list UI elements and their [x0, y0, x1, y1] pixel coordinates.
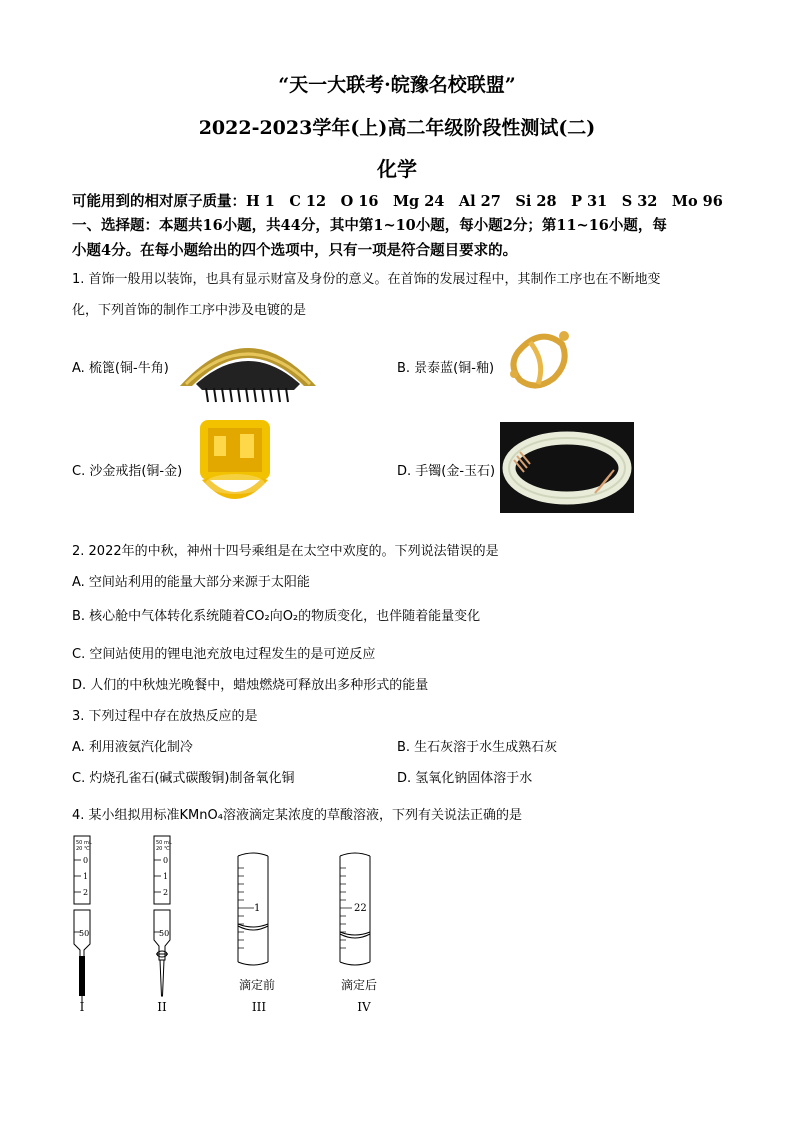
q3-option-c: C. 灼烧孔雀石(碱式碳酸铜)制备氧化铜 — [72, 771, 295, 786]
burette-I-mark-2: 2 — [83, 888, 89, 897]
q1-option-b: B. 景泰蓝(铜-釉) — [397, 361, 495, 376]
subject-title: 化学 — [377, 157, 417, 181]
q3-option-b: B. 生石灰溶于水生成熟石灰 — [397, 740, 558, 755]
q2-option-c: C. 空间站使用的锂电池充放电过程发生的是可逆反应 — [72, 647, 376, 662]
section1-instructions-line2: 小题4分。在每小题给出的四个选项中，只有一项是符合题目要求的。 — [72, 242, 518, 259]
section1-instructions-line1: 一、选择题：本题共16小题，共44分，其中第1~10小题，每小题2分；第11~16小题，每 — [72, 217, 667, 234]
burette-I — [74, 836, 92, 1006]
q1-option-c: C. 沙金戒指(铜-金) — [72, 464, 183, 479]
exam-title: 2022-2023学年(上)高二年级阶段性测试(二) — [198, 117, 596, 139]
ring-c-image — [190, 414, 280, 516]
burette-figures — [62, 832, 202, 1018]
reading-before — [238, 853, 268, 965]
burette-II-mark-2: 2 — [163, 888, 169, 897]
burette-II-temp: 20 ℃ — [156, 846, 170, 852]
reading-before-mark: 1 — [254, 903, 261, 914]
reading-figures — [228, 848, 388, 970]
fig3-caption: 滴定前 — [238, 978, 275, 992]
q3-stem: 3. 下列过程中存在放热反应的是 — [72, 709, 258, 724]
burette-I-mark-0: 0 — [83, 856, 89, 865]
fig-label-II: II — [157, 1000, 167, 1014]
burette-II-mark-50: 50 — [159, 929, 170, 938]
burette-II — [154, 836, 172, 996]
fig-label-I: I — [79, 1000, 85, 1014]
q3-option-a: A. 利用液氨汽化制冷 — [72, 740, 193, 755]
exam-series-title: “天一大联考·皖豫名校联盟” — [278, 74, 516, 96]
q2-option-a: A. 空间站利用的能量大部分来源于太阳能 — [72, 575, 310, 590]
q2-option-b: B. 核心舱中气体转化系统随着CO₂向O₂的物质变化，也伴随着能量变化 — [72, 609, 481, 624]
fig4-caption: 滴定后 — [340, 978, 377, 992]
burette-II-capacity: 50 mL — [156, 840, 172, 846]
burette-II-mark-0: 0 — [163, 856, 169, 865]
q2-stem: 2. 2022年的中秋，神州十四号乘组是在太空中欢度的。下列说法错误的是 — [72, 544, 499, 559]
burette-II-mark-1: 1 — [163, 872, 169, 881]
burette-I-mark-1: 1 — [83, 872, 89, 881]
q1-option-a: A. 梳篦(铜-牛角) — [72, 361, 169, 376]
comb-image — [176, 324, 320, 404]
burette-I-temp: 20 ℃ — [76, 846, 90, 852]
q3-option-d: D. 氢氧化钠固体溶于水 — [397, 771, 533, 786]
reading-after — [340, 853, 370, 965]
fig-label-IV: IV — [357, 1000, 371, 1014]
q4-stem: 4. 某小组拟用标准KMnO₄溶液滴定某浓度的草酸溶液，下列有关说法正确的是 — [72, 808, 522, 823]
atomic-masses: 可能用到的相对原子质量：H 1 C 12 O 16 Mg 24 Al 27 Si 28 P 31 S 32 Mo 96 — [72, 193, 723, 210]
bracelet-image — [500, 422, 634, 513]
reading-after-mark: 22 — [354, 903, 367, 914]
ring-b-image — [500, 322, 580, 404]
q1-stem-line1: 1. 首饰一般用以装饰，也具有显示财富及身份的意义。在首饰的发展过程中，其制作工序也在不断地变 — [72, 272, 661, 287]
burette-I-mark-50: 50 — [79, 929, 90, 938]
burette-I-capacity: 50 mL — [76, 840, 92, 846]
q1-option-d: D. 手镯(金-玉石) — [397, 464, 496, 479]
fig-label-III: III — [251, 1000, 267, 1014]
q2-option-d: D. 人们的中秋烛光晚餐中，蜡烛燃烧可释放出多种形式的能量 — [72, 678, 429, 693]
q1-stem-line2: 化，下列首饰的制作工序中涉及电镀的是 — [72, 303, 307, 318]
